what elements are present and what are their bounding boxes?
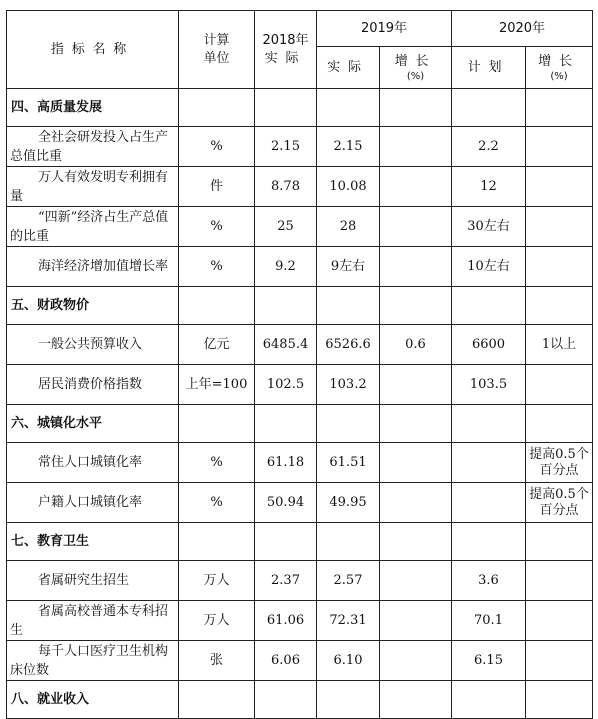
row-name: 每千人口医疗卫生机构床位数 (7, 641, 179, 681)
table-row: 居民消费价格指数 上年=100 102.5 103.2 103.5 (7, 365, 593, 405)
section-row (7, 89, 593, 127)
table-row: 每千人口医疗卫生机构床位数 张 6.06 6.10 6.15 (7, 641, 593, 681)
row-name: 居民消费价格指数 (7, 365, 179, 405)
header-2020: 2020年 (452, 11, 593, 47)
table-row: 一般公共预算收入 亿元 6485.4 6526.6 0.6 6600 1以上 (7, 325, 593, 365)
header-row-1 (7, 11, 593, 47)
table-row: 户籍人口城镇化率 % 50.94 49.95 提高0.5个百分点 (7, 483, 593, 523)
header-indicator-name: 指标名称 (7, 11, 179, 89)
section-title: 四、高质量发展 (7, 89, 179, 127)
section-row (7, 287, 593, 325)
section-row (7, 681, 593, 719)
table-row: 海洋经济增加值增长率 % 9.2 9左右 10左右 (7, 247, 593, 287)
section-title: 六、城镇化水平 (7, 405, 179, 443)
section-row (7, 405, 593, 443)
header-2019-growth: 增长 (%) (380, 47, 452, 89)
header-2018: 2018年 实际 (255, 11, 317, 89)
row-name: 万人有效发明专利拥有量 (7, 167, 179, 207)
row-name: 户籍人口城镇化率 (7, 483, 179, 523)
row-name: 全社会研发投入占生产总值比重 (7, 127, 179, 167)
section-row (7, 523, 593, 561)
row-name: 省属高校普通本专科招生 (7, 601, 179, 641)
section-title: 七、教育卫生 (7, 523, 179, 561)
table-row: “四新”经济占生产总值的比重 % 25 28 30左右 (7, 207, 593, 247)
header-2020-growth: 增长 (%) (526, 47, 593, 89)
table-row: 全社会研发投入占生产总值比重 % 2.15 2.15 2.2 (7, 127, 593, 167)
statistics-table (6, 10, 593, 719)
row-name: “四新”经济占生产总值的比重 (7, 207, 179, 247)
section-title: 五、财政物价 (7, 287, 179, 325)
header-unit: 计算单位 (179, 11, 255, 89)
table-row: 常住人口城镇化率 % 61.18 61.51 提高0.5个百分点 (7, 443, 593, 483)
row-name: 省属研究生招生 (7, 561, 179, 601)
table-row: 省属高校普通本专科招生 万人 61.06 72.31 70.1 (7, 601, 593, 641)
row-name: 海洋经济增加值增长率 (7, 247, 179, 287)
row-name: 常住人口城镇化率 (7, 443, 179, 483)
table-row: 万人有效发明专利拥有量 件 8.78 10.08 12 (7, 167, 593, 207)
header-2019-actual: 实际 (317, 47, 380, 89)
section-title: 八、就业收入 (7, 681, 179, 719)
row-name: 一般公共预算收入 (7, 325, 179, 365)
header-2020-plan: 计划 (452, 47, 526, 89)
table-row: 省属研究生招生 万人 2.37 2.57 3.6 (7, 561, 593, 601)
header-2019: 2019年 (317, 11, 452, 47)
